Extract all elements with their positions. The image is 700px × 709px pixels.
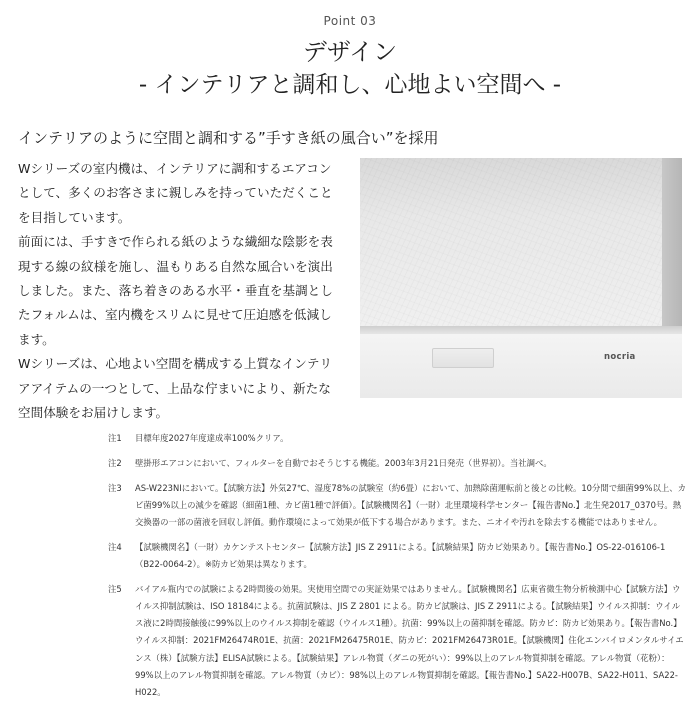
point-label: Point 03 bbox=[323, 14, 377, 28]
footnote-number: 注5 bbox=[108, 583, 122, 594]
footnote-text: 【試験機関名】（一財）カケンテストセンター【試験方法】JIS Z 2911による。【試験結果】防カビ効果あり。【報告書No.】OS-22-016106-1（B22-0064-2）。※防カビ効果は異なります。 bbox=[135, 541, 666, 569]
footnote bbox=[108, 430, 688, 447]
footnote-number: 注3 bbox=[108, 482, 122, 493]
footnote-text: バイアル瓶内での試験による2時間後の効果。実使用空間での実証効果ではありません。【試験機関名】広東省微生物分析検測中心【試験方法】ウイルス抑制試験は、ISO 18184による。抗菌試験は、JIS Z 2801 による。防カビ試験は、JIS Z 2911による。【試験結果】ウイルス抑制：ウイルス液に2時間接触後に99%以上のウイルス抑制を確認（ウイルス1種）。抗菌：99%以上の菌抑制を確認。防カビ：防カビ効果あり。【報告書No.】ウイルス抑制：2021FM26474R01E、抗菌：2021FM26475R01E、防カビ：2021FM26473R01E。【試験機関】住化エンバイロメンタルサイエンス（株）【試験方法】ELISA試験による。【試験結果】アレル物質（ダニの死がい）：99%以上のアレル物質抑制を確認。アレル物質（花粉）：99%以上のアレル物質抑制を確認。アレル物質（カビ）：98%以上のアレル物質抑制を確認。【報告書No.】SA22-H007B、SA22-H011、SA22-H022。 bbox=[135, 583, 684, 698]
footnote-number: 注4 bbox=[108, 541, 122, 552]
ac-display-panel bbox=[432, 348, 494, 368]
ac-lower-panel bbox=[360, 334, 682, 398]
footnotes bbox=[108, 430, 688, 709]
footnote-number: 注2 bbox=[108, 457, 122, 468]
body-paragraph: 前面には、手すきで作られる紙のような繊細な陰影を表現する線の紋様を施し、温もりある自然な風合いを演出しました。また、落ち着きのある水平・垂直を基調としたフォルムは、室内機をスリムに見せて圧迫感を低減します。 bbox=[18, 234, 333, 347]
ac-front-panel bbox=[360, 158, 682, 328]
footnote bbox=[108, 480, 688, 532]
footnote-text: 壁掛形エアコンにおいて、フィルターを自動でおそうじする機能。2003年3月21日発売（世界初）。当社調べ。 bbox=[135, 457, 552, 468]
body-paragraph: Wシリーズは、心地よい空間を構成する上質なインテリアアイテムの一つとして、上品な佇まいにより、新たな空間体験をお届けします。 bbox=[18, 356, 333, 421]
footnote bbox=[108, 455, 688, 472]
footnote-number: 注1 bbox=[108, 433, 122, 443]
footnote bbox=[108, 539, 688, 573]
ac-side-edge bbox=[662, 158, 682, 333]
ac-shadow bbox=[360, 326, 682, 334]
footnote-text: 目標年度2027年度達成率100%クリア。 bbox=[135, 433, 289, 443]
body-text bbox=[18, 157, 340, 425]
brand-logo: nocria bbox=[604, 352, 636, 362]
footnote bbox=[108, 581, 688, 701]
page-title: デザイン bbox=[302, 38, 398, 66]
air-conditioner-image bbox=[360, 158, 682, 398]
footnote-text: AS-W223NIにおいて。【試験方法】外気27℃、湿度78%の試験室（約6畳）において、加熱除菌運転前と後との比較。10分間で細菌99%以上、カビ菌99%以上の減少を確認（細菌1種、カビ菌1種で評価）。【試験機関名】（一財）北里環境科学センター【報告書No.】北生発2017_0370号。熱交換器の一部の菌液を回収し評価。動作環境によって効果が低下する場合があります。また、ニオイや汚れを除去する機能ではありません。 bbox=[135, 482, 686, 527]
page-subtitle: - インテリアと調和し、心地よい空間へ - bbox=[138, 72, 562, 98]
body-paragraph: Wシリーズの室内機は、インテリアに調和するエアコンとして、多くのお客さまに親しみを持っていただくことを目指しています。 bbox=[18, 161, 333, 225]
section-heading: インテリアのように空間と調和する”手すき紙の風合い”を採用 bbox=[18, 129, 439, 147]
